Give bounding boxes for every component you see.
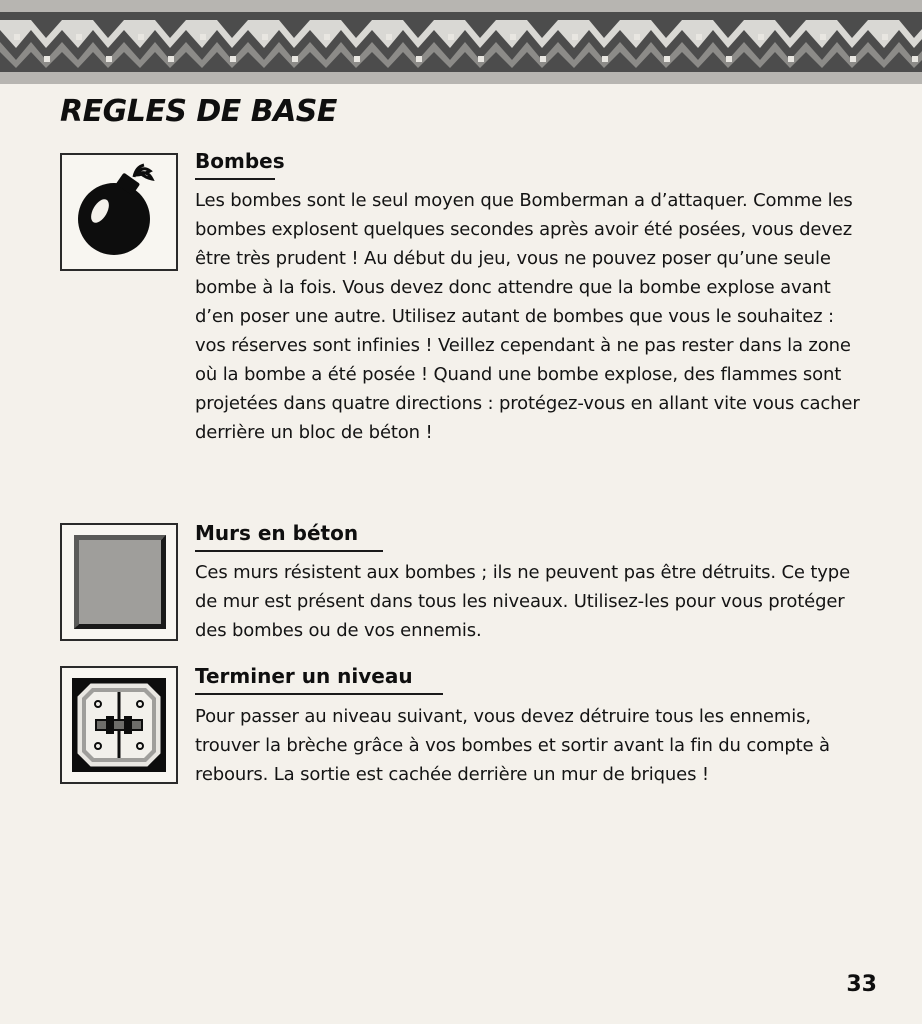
exit-door-icon — [62, 668, 176, 782]
page-number: 33 — [846, 972, 877, 997]
exit-door-icon-frame — [60, 666, 178, 784]
concrete-block-icon — [62, 525, 176, 639]
section-body-terminer: Pour passer au niveau suivant, vous devez détruire tous les ennemis, trouver la brèche grâce à vos bombes et sortir avant la fin du compte à rebours. La sortie est cachée derrière un mur de briques ! — [195, 706, 830, 785]
section-title-murs: Murs en béton — [195, 521, 359, 545]
title-underline — [195, 693, 443, 695]
section-title-terminer: Terminer un niveau — [195, 664, 413, 688]
title-underline — [195, 550, 383, 552]
concrete-block-icon-frame — [60, 523, 178, 641]
title-underline — [195, 178, 275, 180]
section-title-bombes: Bombes — [195, 149, 285, 173]
bomb-icon — [62, 155, 176, 269]
bomb-icon-frame — [60, 153, 178, 271]
section-body-bombes: Les bombes sont le seul moyen que Bomberman a d’attaquer. Comme les bombes explosent quelques secondes après avoir été posées, vous devez être très prudent ! Au début du jeu, vous ne pouvez poser qu’une seule bombe à la fois. Vous devez donc attendre que la bombe explose avant d’en poser une autre. Utilisez autant de bombes que vous le souhaitez : vos réserves sont infinies ! Veillez cependant à ne pas rester dans la zone où la bombe a été posée ! Quand une bombe explose, des flammes sont projetées dans quatre directions : protégez-vous en allant vite vous cacher derrière un bloc de béton ! — [195, 190, 860, 443]
section-body-murs: Ces murs résistent aux bombes ; ils ne peuvent pas être détruits. Ce type de mur est présent dans tous les niveaux. Utilisez-les pour vous protéger des bombes ou de vos ennemis. — [195, 562, 850, 641]
decorative-border — [0, 0, 922, 84]
page-heading: REGLES DE BASE — [60, 94, 337, 129]
zigzag-pattern-icon — [0, 12, 922, 72]
